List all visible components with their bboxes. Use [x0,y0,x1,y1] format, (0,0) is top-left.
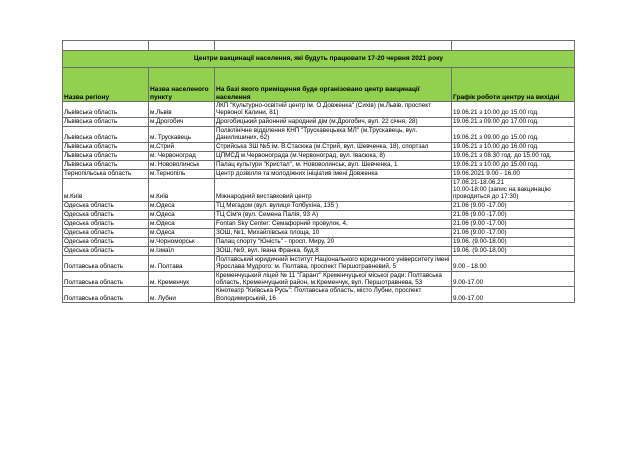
table-row [63,178,575,201]
region-cell[interactable]: Одеська область [63,201,149,210]
settlement-cell[interactable]: м.Тернопіль [149,169,215,178]
premises-cell[interactable]: ЛКП "Культурно-освітній центр ім. О.Довженка" (Сихів) (м.Львів, проспект Червоної Калини, 81) [215,102,452,118]
settlement-cell[interactable]: м.Ізмаїл [149,246,215,255]
premises-cell[interactable]: Центр дозвілля та молодіжних ініціатив імені Довженка [215,169,452,178]
region-cell[interactable]: Львівська область [63,151,149,160]
schedule-cell[interactable]: 21.06 (9.00 -17.00) [452,201,575,210]
schedule-cell[interactable]: 21.06 (9.00 -17.00) [452,219,575,228]
region-cell[interactable]: Львівська область [63,102,149,118]
region-cell[interactable]: Тернопільська область [63,169,149,178]
premises-cell[interactable]: Поліклінічне відділення КНП "Трускавецькка МЛ" (м.Трускавець, вул. Данилишиних, 62) [215,126,452,142]
schedule-cell[interactable]: 19.06.21 з 10.00 до 16.00 год. [452,142,575,151]
settlement-cell[interactable]: м.Дрогобич [149,117,215,126]
region-cell[interactable]: Львівська область [63,142,149,151]
premises-cell[interactable]: Дрогобицький районний народний дім (м.Дрогобич, вул. 22 січня, 28) [215,117,452,126]
schedule-cell[interactable]: 19.06. (9.00-18.00) [452,246,575,255]
settlement-cell[interactable]: м. Трускавець [149,126,215,142]
schedule-cell[interactable]: 19.06. (9.00-18.00) [452,237,575,246]
region-cell[interactable]: Львівська область [63,160,149,169]
region-cell[interactable]: Одеська область [63,228,149,237]
premises-cell[interactable]: Міжнародний виставковий центр [215,178,452,201]
blank-row [63,41,575,51]
premises-cell[interactable]: Стрийська ЗШ №5 ім. В.Стасюка (м.Стрий, вул. Шевченка, 18), спортзал [215,142,452,151]
settlement-cell[interactable]: м. Кременчук [149,271,215,287]
region-cell[interactable]: Львівська область [63,126,149,142]
region-cell[interactable]: Одеська область [63,210,149,219]
blank-cell[interactable] [149,41,215,51]
schedule-cell[interactable]: 19.06.21 з 09.00 до 15.00 год. [452,126,575,142]
settlement-cell[interactable]: м.Одеса [149,201,215,210]
region-cell[interactable]: м.Київ [63,178,149,201]
region-cell[interactable]: Львівська область [63,117,149,126]
settlement-cell[interactable]: м.Київ [149,178,215,201]
premises-cell[interactable]: Полтавський юридичний інститут Національного юридичного університету імені Ярослава Мудрого: м. Полтава, проспект Першотравневий, 5 [215,255,452,271]
blank-cell[interactable] [452,41,575,51]
settlement-cell[interactable]: м.Одеса [149,210,215,219]
premises-cell[interactable]: Палац культури "Кристал", м. Нововолинськ, вул. Шевченка, 1 [215,160,452,169]
table-row [63,271,575,287]
table-row [63,201,575,210]
region-cell[interactable]: Полтавська область [63,271,149,287]
premises-cell[interactable]: ТЦ Мегадом (вул. вулиця Толбухіна, 135 ) [215,201,452,210]
title-row [63,51,575,68]
blank-cell[interactable] [215,41,452,51]
schedule-cell[interactable]: 19.06.21 з 09.00 до 17.00 год. [452,117,575,126]
table-row [63,210,575,219]
table-row [63,228,575,237]
schedule-cell[interactable]: 19.06.21 з 10.00 до 15.00 год. [452,102,575,118]
table-row [63,142,575,151]
schedule-cell[interactable]: 19.06.2021 9.00 - 16.00 [452,169,575,178]
region-cell[interactable]: Одеська область [63,219,149,228]
settlement-cell[interactable]: м.Одеса [149,228,215,237]
settlement-cell[interactable]: м. Нововолинськ [149,160,215,169]
premises-cell[interactable]: ЦПМСД м.Червонограда (м.Червоноград, вул. Івасюка, 8) [215,151,452,160]
premises-cell[interactable]: Кременчуцький ліцей № 11 "Гарант" Кременчуцької міської ради: Полтавська область, Кременчуцький район, м.Кременчук, вул. Першотравнева, 53 [215,271,452,287]
table-title[interactable]: Центри вакцинації населення, які будуть працювати 17-20 червня 2021 року [63,51,575,68]
table-row [63,160,575,169]
settlement-cell[interactable]: м.Стрий [149,142,215,151]
region-cell[interactable]: Полтавська область [63,255,149,271]
premises-cell[interactable]: Палац спорту "Юність" - просп. Миру, 20 [215,237,452,246]
column-header-schedule[interactable]: Графік роботи центру на вихідні [452,68,575,102]
header-row [63,68,575,102]
table-row [63,117,575,126]
table-row [63,126,575,142]
column-header-premises[interactable]: На базі якого приміщення буде організовано центр вакцинації населення [215,68,452,102]
region-cell[interactable]: Одеська область [63,237,149,246]
table-row [63,151,575,160]
vaccination-centers-table [62,40,575,303]
schedule-cell[interactable]: 21.06 (9.00 -17.00) [452,228,575,237]
table-row [63,102,575,118]
premises-cell[interactable]: ЗОШ, №1, Михайлівська площа, 10 [215,228,452,237]
column-header-region[interactable]: Назва регіону [63,68,149,102]
table-row [63,255,575,271]
column-header-settlement[interactable]: Назва населеного пункту [149,68,215,102]
schedule-cell[interactable]: 17.06.21-18.06.21 10.00-18:00 (запис на вакцинацію проводиться до 17:30) [452,178,575,201]
premises-cell[interactable]: ЗОШ, №9, вул. Івана Франка, буд.8 [215,246,452,255]
settlement-cell[interactable]: м.Одеса [149,219,215,228]
premises-cell[interactable]: Кінотеатр "Київська Русь": Полтавська область, місто Лубни, проспект Володимирський, 16 [215,287,452,303]
table-row [63,287,575,303]
schedule-cell[interactable]: 9.00-17.00 [452,271,575,287]
table-row [63,246,575,255]
schedule-cell[interactable]: 19.06.21 з 10.00 до 15.00 год. [452,160,575,169]
region-cell[interactable]: Полтавська область [63,287,149,303]
settlement-cell[interactable]: м. Лубни [149,287,215,303]
schedule-cell[interactable]: 9.00 - 18.00 [452,255,575,271]
schedule-cell[interactable]: 19.06.21 з 08.30 год. до 15.00 год. [452,151,575,160]
region-cell[interactable]: Одеська область [63,246,149,255]
schedule-cell[interactable]: 21.06 (9.00 -17.00) [452,210,575,219]
settlement-cell[interactable]: м. Червоноград [149,151,215,160]
premises-cell[interactable]: Fontan Sky Center: Семафорний провулок, 4, [215,219,452,228]
table-row [63,169,575,178]
schedule-cell[interactable]: 9.00-17.00 [452,287,575,303]
premises-cell[interactable]: ТЦ Сім'я (вул. Семена Палія, 93 А) [215,210,452,219]
settlement-cell[interactable]: м. Полтава [149,255,215,271]
settlement-cell[interactable]: м.Чорноморськ [149,237,215,246]
table-row [63,219,575,228]
settlement-cell[interactable]: м.Львів [149,102,215,118]
blank-cell[interactable] [63,41,149,51]
table-row [63,237,575,246]
